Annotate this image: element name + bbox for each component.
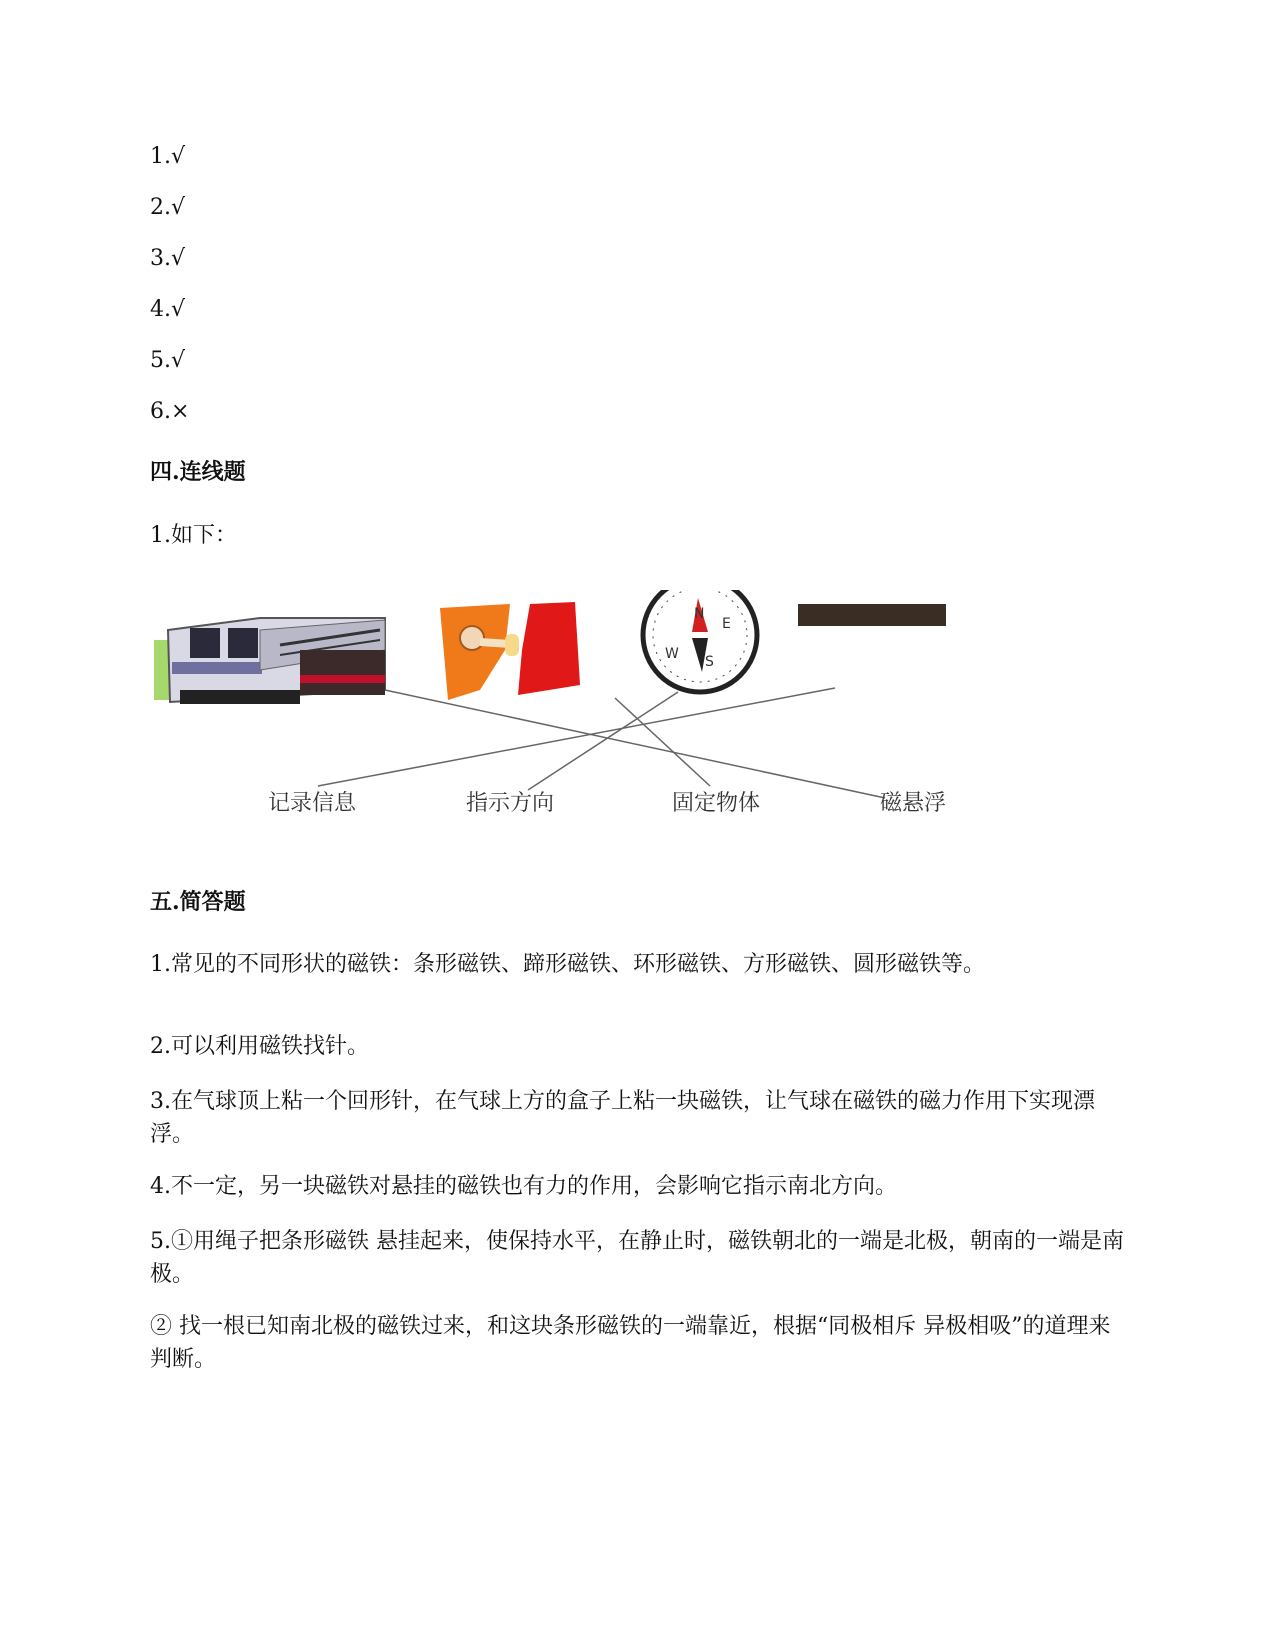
section-4-heading: 四.连线题 xyxy=(150,459,246,485)
magnet-fixing-image xyxy=(440,602,580,700)
label-maglev: 磁悬浮 xyxy=(880,791,947,816)
label-record-info: 记录信息 xyxy=(268,791,357,816)
answer-3: 3.√ xyxy=(150,246,186,271)
answer-text-5: 5.①用绳子把条形磁铁 悬挂起来，使保持水平，在静止时，磁铁朝北的一端是北极，朝南的一端是南极。 xyxy=(150,1229,1124,1287)
compass-w-letter: W xyxy=(665,646,679,662)
answer-5: 5.√ xyxy=(150,348,186,373)
compass-s-letter: S xyxy=(705,654,714,670)
matching-figure xyxy=(150,590,1000,880)
answer-2: 2.√ xyxy=(150,195,186,220)
answer-4: 4.√ xyxy=(150,297,186,322)
answer-6: 6.× xyxy=(150,399,190,424)
compass-n-letter: N xyxy=(694,606,705,622)
section-4-question-1: 1.如下： xyxy=(150,523,237,548)
compass-image xyxy=(643,590,757,692)
maglev-train-image xyxy=(154,618,385,704)
answer-text-2: 2.可以利用磁铁找针。 xyxy=(150,1034,369,1059)
answer-text-3: 3.在气球顶上粘一个回形针，在气球上方的盒子上粘一块磁铁，让气球在磁铁的磁力作用下实现漂浮。 xyxy=(150,1089,1095,1147)
answer-1: 1.√ xyxy=(150,144,186,169)
answer-text-6: ② 找一根已知南北极的磁铁过来，和这块条形磁铁的一端靠近，根据“同极相斥 异极相吸”的道理来判断。 xyxy=(150,1314,1111,1372)
section-5-heading: 五.简答题 xyxy=(150,889,246,915)
label-fix-object: 固定物体 xyxy=(672,791,761,816)
answer-text-1: 1.常见的不同形状的磁铁：条形磁铁、蹄形磁铁、环形磁铁、方形磁铁、圆形磁铁等。 xyxy=(150,952,985,977)
label-indicate-direction: 指示方向 xyxy=(466,791,555,816)
compass-e-letter: E xyxy=(722,616,731,632)
answer-text-4: 4.不一定，另一块磁铁对悬挂的磁铁也有力的作用，会影响它指示南北方向。 xyxy=(150,1174,897,1199)
connecting-lines xyxy=(318,688,885,798)
magnetic-strip-image xyxy=(798,604,946,626)
